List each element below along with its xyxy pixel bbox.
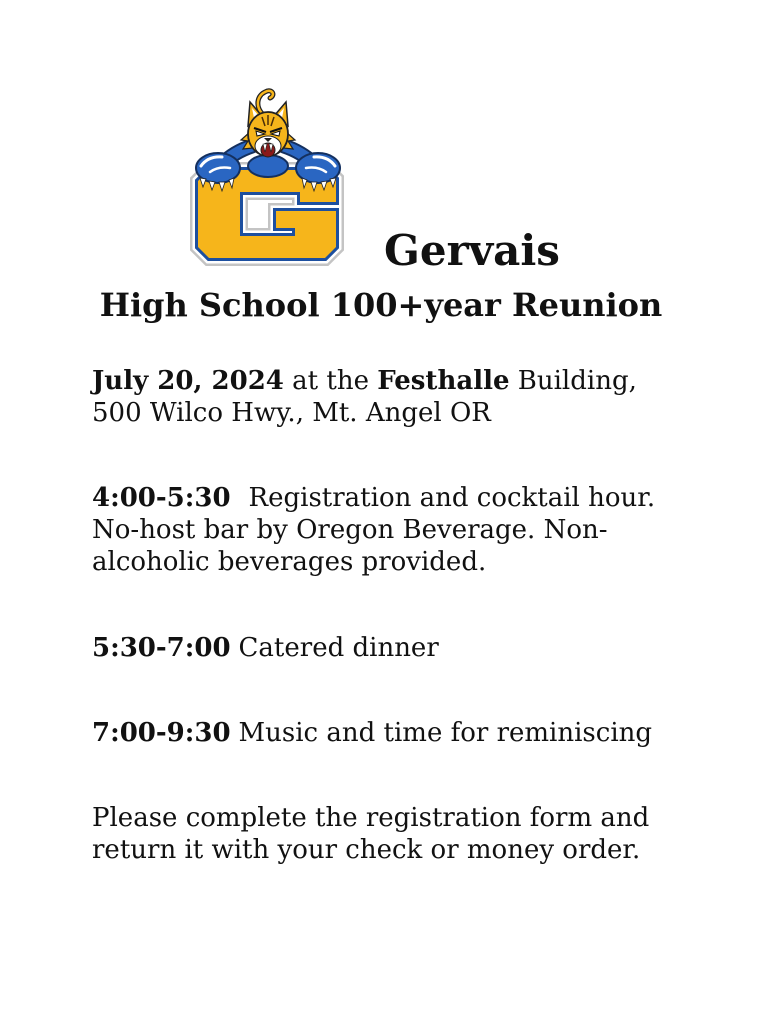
schedule-item <box>92 717 652 749</box>
event-venue-name: Festhalle <box>377 366 510 396</box>
closing-line: Please complete the registration form and <box>92 803 650 833</box>
schedule-time: 4:00-5:30 <box>92 483 231 513</box>
wildcat-body <box>248 155 288 177</box>
schedule-line <box>92 482 655 514</box>
event-at-the-text: at the <box>292 366 369 396</box>
schedule-item <box>92 482 655 578</box>
schedule-time: 7:00-9:30 <box>92 718 231 748</box>
schedule-description: Catered dinner <box>238 633 439 663</box>
wildcat-g-logo-icon <box>188 86 348 268</box>
schedule-description: Registration and cocktail hour. <box>248 483 656 513</box>
schedule-time: 5:30-7:00 <box>92 633 231 663</box>
schedule-description: No-host bar by Oregon Beverage. Non- <box>92 515 608 545</box>
schedule-line <box>92 717 652 749</box>
wildcat <box>196 91 340 191</box>
event-address: 500 Wilco Hwy., Mt. Angel OR <box>92 398 491 428</box>
event-date: July 20, 2024 <box>92 366 284 396</box>
reunion-title: High School 100+year Reunion <box>99 286 663 324</box>
wildcat-head <box>241 102 295 157</box>
closing-line: return it with your check or money order. <box>92 835 641 865</box>
schedule-line <box>92 632 439 664</box>
event-date-venue-line <box>92 365 637 397</box>
schedule-description: Music and time for reminiscing <box>238 718 653 748</box>
event-venue-suffix: Building, <box>517 366 637 396</box>
schedule-item <box>92 632 439 664</box>
schedule-description: alcoholic beverages provided. <box>92 547 487 577</box>
event-details <box>92 365 637 429</box>
school-name-heading: Gervais <box>384 226 560 275</box>
closing-instructions <box>92 802 649 866</box>
